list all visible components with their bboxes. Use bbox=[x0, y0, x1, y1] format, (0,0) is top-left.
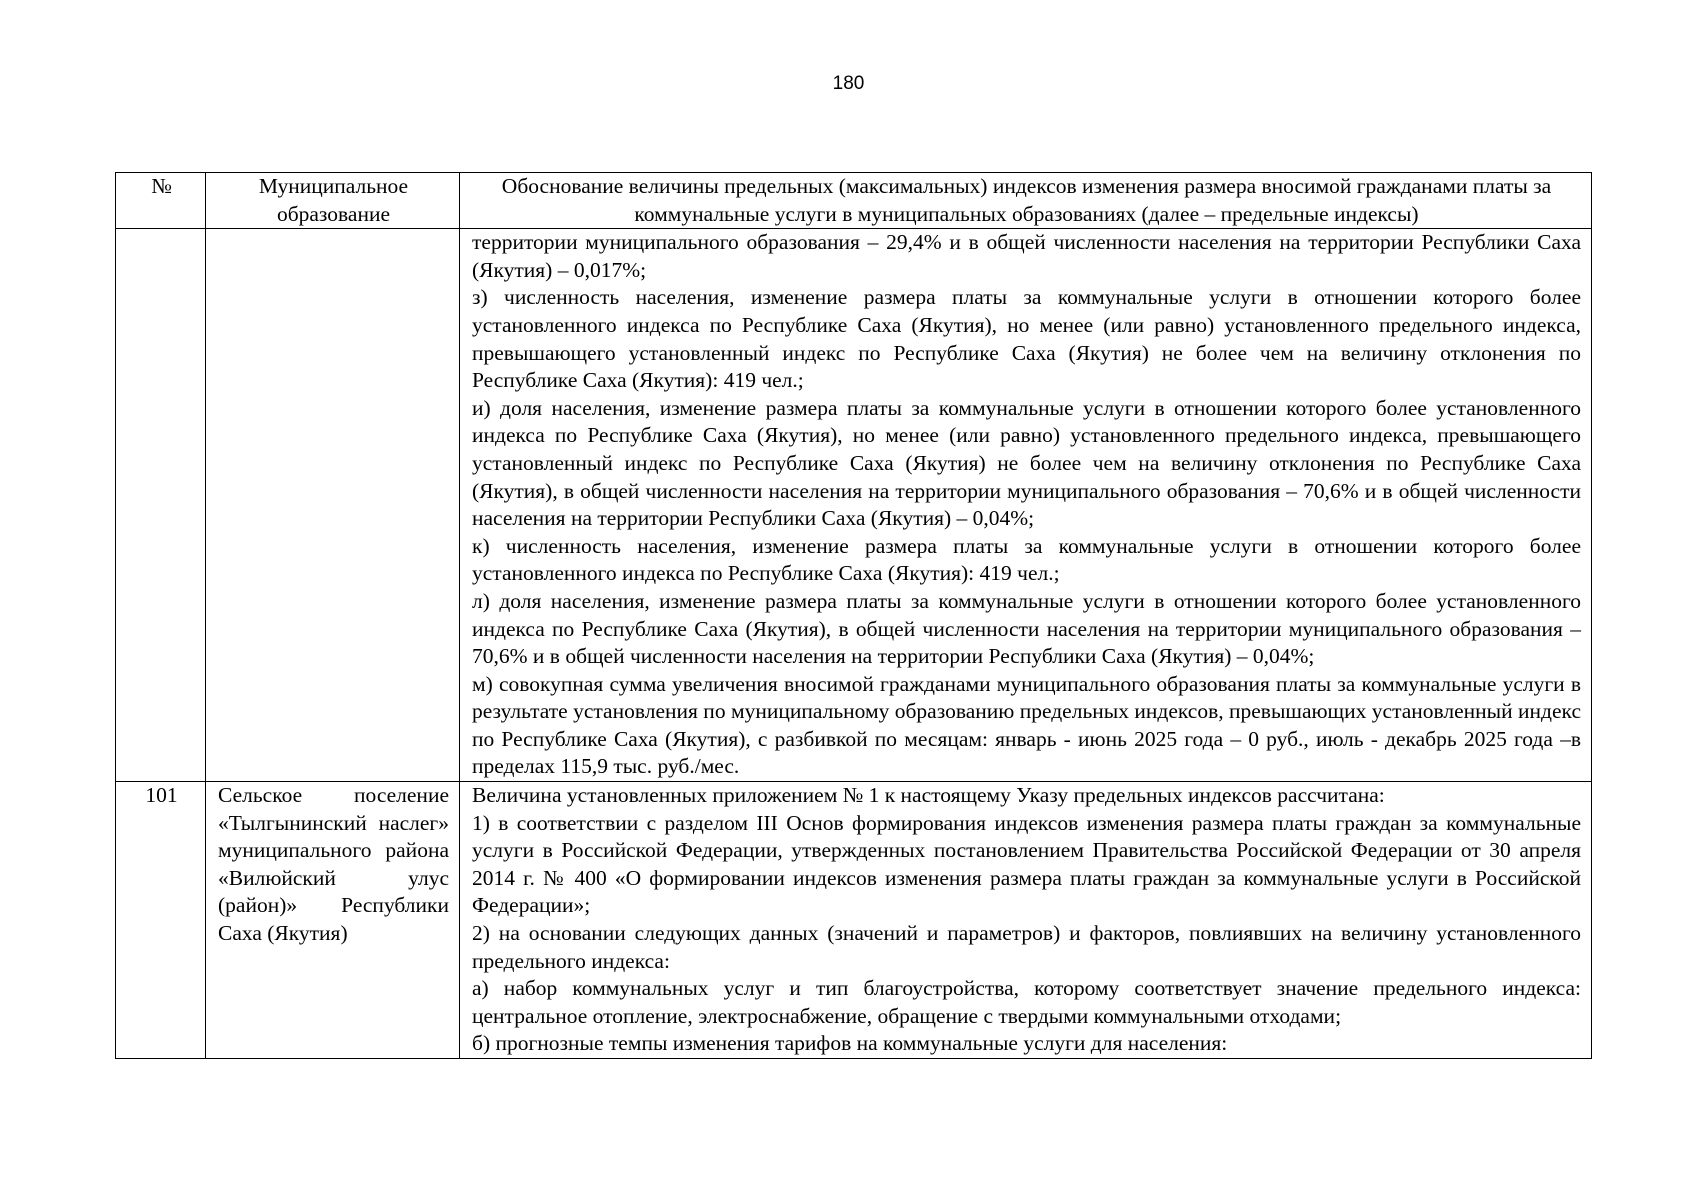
justification-cell bbox=[460, 229, 1592, 782]
table-row bbox=[116, 229, 1592, 782]
paragraph: Величина установленных приложением № 1 к настоящему Указу предельных индексов рассчитана: bbox=[472, 783, 1385, 808]
paragraph: территории муниципального образования – 29,4% и в общей численности населения на территории Республики Саха (Якутия) – 0,017%; bbox=[472, 230, 1581, 282]
header-municipality: Муниципальное образование bbox=[206, 173, 460, 229]
paragraph: л) доля населения, изменение размера платы за коммунальные услуги в отношении которого более установленного индекса по Республике Саха (Якутия), в общей численности населения на территории муниципального образования – 70,6% и в общей численности населения на территории Республики Саха (Якутия) – 0,04%; bbox=[472, 588, 1581, 669]
table-header-row bbox=[116, 173, 1592, 229]
table-row bbox=[116, 782, 1592, 1059]
paragraph: 1) в соответствии с разделом III Основ формирования индексов изменения размера платы граждан за коммунальные услуги в Российской Федерации, утвержденных постановлением Правительства Российской Федерации от 30 апреля 2014 г. № 400 «О формировании индексов изменения размера платы граждан за коммунальные услуги в Российской Федерации»; bbox=[472, 810, 1581, 918]
paragraph: к) численность населения, изменение размера платы за коммунальные услуги в отношении которого более установленного индекса по Республике Саха (Якутия): 419 чел.; bbox=[472, 533, 1581, 586]
limit-index-table bbox=[115, 172, 1592, 1059]
paragraph: м) совокупная сумма увеличения вносимой гражданами муниципального образования платы за коммунальные услуги в результате установления по муниципальному образованию предельных индексов, превышающих установленный индекс по Республике Саха (Якутия), с разбивкой по месяцам: январь - июнь 2025 года – 0 руб., июль - декабрь 2025 года –в пределах 115,9 тыс. руб./мес. bbox=[472, 671, 1581, 779]
paragraph: и) доля населения, изменение размера платы за коммунальные услуги в отношении которого более установленного индекса по Республике Саха (Якутия), но менее (или равно) установленного предельного индекса, превышающего установленный индекс по Республике Саха (Якутия) не более чем на величину отклонения по Республике Саха (Якутия), в общей численности населения на территории муниципального образования – 70,6% и в общей численности населения на территории Республики Саха (Якутия) – 0,04%; bbox=[472, 395, 1581, 531]
justification-cell bbox=[460, 782, 1592, 1059]
header-justification: Обоснование величины предельных (максимальных) индексов изменения размера вносимой гражданами платы за коммунальные услуги в муниципальных образованиях (далее – предельные индексы) bbox=[460, 173, 1592, 229]
paragraph: з) численность населения, изменение размера платы за коммунальные услуги в отношении которого более установленного индекса по Республике Саха (Якутия), но менее (или равно) установленного предельного индекса, превышающего установленный индекс по Республике Саха (Якутия) не более чем на величину отклонения по Республике Саха (Якутия): 419 чел.; bbox=[472, 285, 1581, 393]
municipality-cell bbox=[206, 229, 460, 782]
municipality-cell: Сельское поселение «Тылгынинский наслег» муниципального района «Вилюйский улус (район)» Республики Саха (Якутия) bbox=[206, 782, 460, 1059]
page-number: 180 bbox=[832, 73, 865, 94]
row-number-cell: 101 bbox=[116, 782, 206, 1059]
paragraph: а) набор коммунальных услуг и тип благоустройства, которому соответствует значение предельного индекса: центральное отопление, электроснабжение, обращение с твердыми коммунальными отходами; bbox=[472, 976, 1581, 1028]
paragraph: б) прогнозные темпы изменения тарифов на коммунальные услуги для населения: bbox=[472, 1031, 1228, 1056]
paragraph: 2) на основании следующих данных (значений и параметров) и факторов, повлиявших на величину установленного предельного индекса: bbox=[472, 921, 1581, 973]
header-number: № bbox=[116, 173, 206, 229]
row-number-cell bbox=[116, 229, 206, 782]
